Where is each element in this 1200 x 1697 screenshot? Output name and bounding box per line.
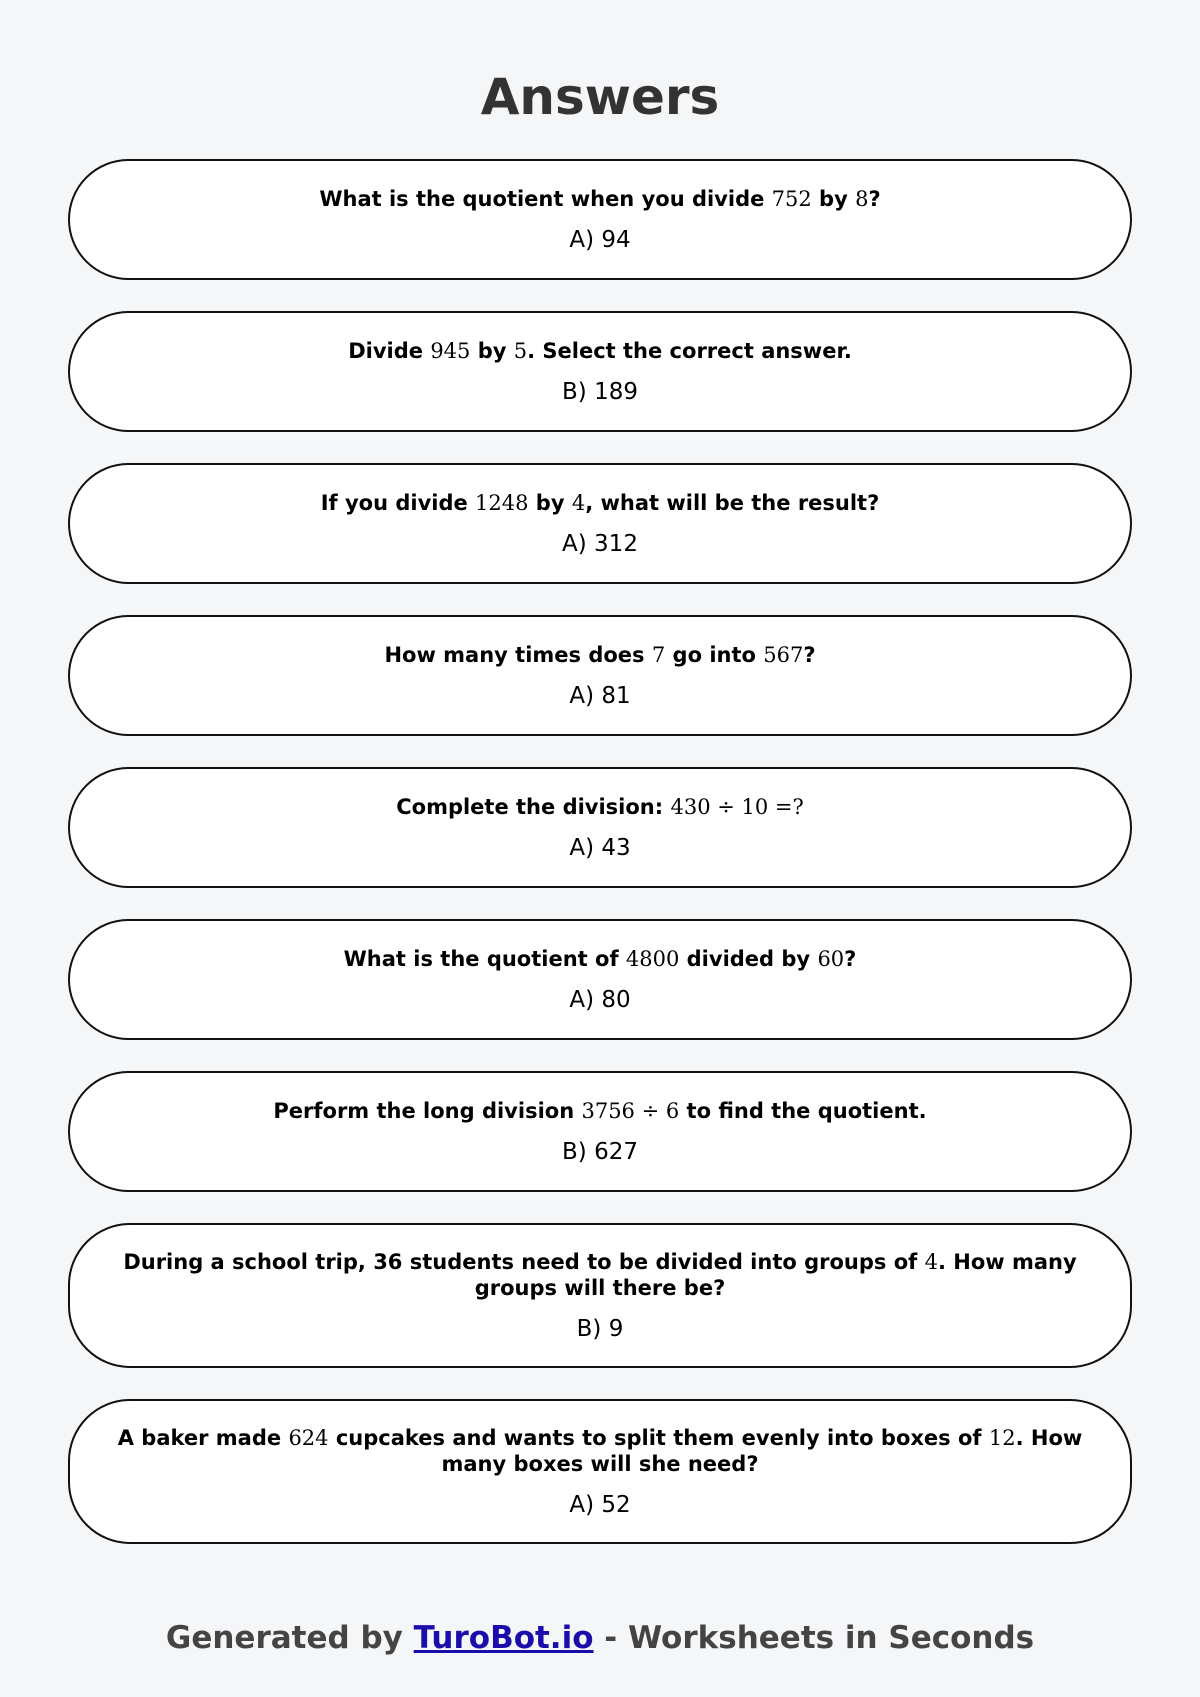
question-text: How many times does 7 go into 567?	[384, 642, 816, 667]
question-text: Perform the long division 3756 ÷ 6 to find the quotient.	[273, 1098, 927, 1123]
question-text: During a school trip, 36 students need to be divided into groups of 4. How many groups will there be?	[123, 1249, 1077, 1300]
answer-card	[68, 1071, 1132, 1192]
answer-text: A) 43	[569, 834, 631, 861]
question-text: Divide 945 by 5. Select the correct answer.	[348, 338, 852, 363]
answer-text: A) 312	[562, 530, 638, 557]
answer-text: B) 627	[562, 1138, 638, 1165]
answer-card	[68, 463, 1132, 584]
answer-card	[68, 767, 1132, 888]
question-text: A baker made 624 cupcakes and wants to split them evenly into boxes of 12. How many boxes will she need?	[117, 1425, 1083, 1476]
answer-text: A) 81	[569, 682, 631, 709]
question-text: What is the quotient when you divide 752 by 8?	[319, 186, 881, 211]
turobot-link[interactable]: TuroBot.io	[413, 1620, 594, 1656]
answer-text: A) 52	[569, 1491, 631, 1518]
question-text: Complete the division: 430 ÷ 10 =?	[396, 794, 804, 819]
answer-card	[68, 1399, 1132, 1544]
answer-card	[68, 159, 1132, 280]
answers-list	[68, 159, 1132, 1575]
footer	[0, 1618, 1200, 1658]
footer-prefix: Generated by	[165, 1620, 414, 1656]
footer-suffix: - Worksheets in Seconds	[593, 1620, 1035, 1656]
answer-card	[68, 919, 1132, 1040]
question-text: If you divide 1248 by 4, what will be the result?	[320, 490, 880, 515]
answer-text: A) 80	[569, 986, 631, 1013]
question-text: What is the quotient of 4800 divided by 60?	[343, 946, 857, 971]
answer-text: A) 94	[569, 226, 631, 253]
answer-text: B) 189	[562, 378, 638, 405]
answer-card	[68, 311, 1132, 432]
answer-card	[68, 615, 1132, 736]
answer-text: B) 9	[576, 1315, 624, 1342]
page-title: Answers	[480, 68, 720, 126]
answer-card	[68, 1223, 1132, 1368]
